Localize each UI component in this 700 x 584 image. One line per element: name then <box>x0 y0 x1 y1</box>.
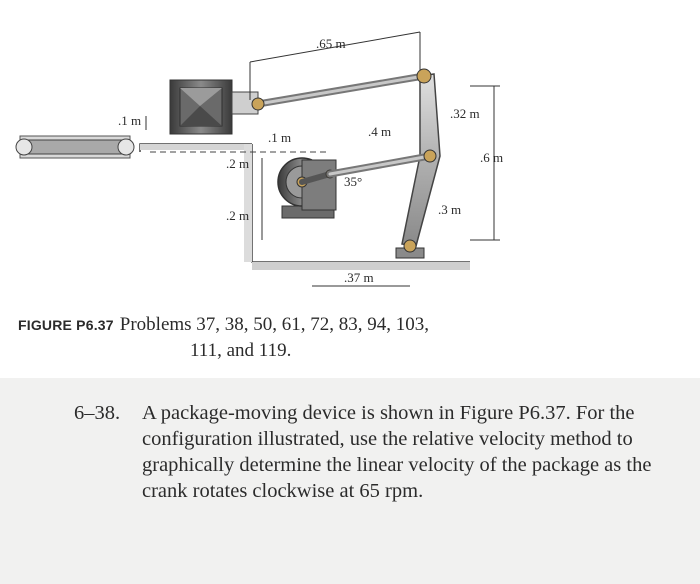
caption-line-2: 111, and 119. <box>190 340 292 361</box>
problem-number: 6–38. <box>74 402 121 424</box>
dim-left-height: .1 m <box>118 113 142 128</box>
motor-housing <box>278 158 336 218</box>
dim-bottom-length: .37 m <box>344 270 374 285</box>
figure-caption <box>18 312 678 363</box>
dim-lower-link: .3 m <box>438 202 462 217</box>
problem-body: A package-moving device is shown in Figure P6.37. For the configuration illustrated, use the relative velocity method to graphically determine the linear velocity of the package as the crank rotates clockwise at 65 rpm. <box>142 402 652 502</box>
dim-top-length: .65 m <box>316 36 346 51</box>
dimension-lines <box>146 32 500 286</box>
problem-box <box>0 378 700 584</box>
dim-upper-link: .32 m <box>450 106 480 121</box>
dim-crank-offset: .1 m <box>268 130 292 145</box>
package-conveyor <box>16 136 134 158</box>
caption-line-1: Problems 37, 38, 50, 61, 72, 83, 94, 103, <box>119 314 430 335</box>
slider-block <box>170 80 258 134</box>
problem-statement <box>74 400 664 504</box>
dim-angle: 35° <box>344 174 363 189</box>
figure-label: FIGURE P6.37 <box>18 317 114 333</box>
dim-mid-left-2: .2 m <box>226 208 250 223</box>
dim-coupler-length: .4 m <box>368 124 392 139</box>
dim-mid-left-1: .2 m <box>226 156 250 171</box>
dim-right-height: .6 m <box>480 150 504 165</box>
